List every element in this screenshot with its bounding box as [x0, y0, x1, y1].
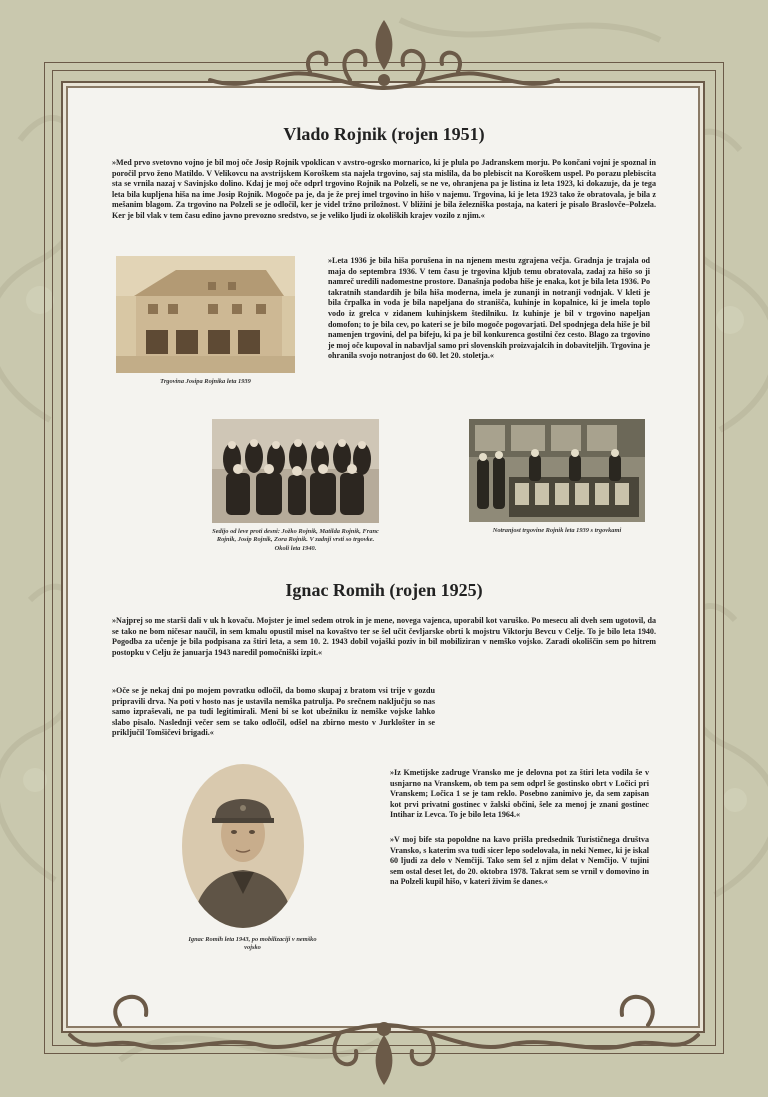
section-title-romih: Ignac Romih (rojen 1925) [285, 580, 483, 600]
family-photo-caption: Sedijo od leve proti desni: Jožko Rojnik, Matilda Rojnik, Franc Rojnik, Josip Rojnik, Zora Rojnik. V zadnji vrsti so trgovke. Okoli leta 1940. [212, 528, 379, 552]
family-photo [212, 419, 379, 523]
bottom-ornament [60, 985, 708, 1097]
top-ornament [200, 10, 568, 100]
intro-text-romih: »Najprej so me starši dali v uk h kovaču. Mojster je imel sedem otrok in je mene, novega vajenca, uporabil kot varuško. Po mesecu ali dveh sem ugotovil, da se tako ne bom ničesar naučil, in sem kmalu opustil misel na kovaštvo ter se šel učit čevljarske obrti k mojstru Viktorju Bevcu v Celje. To je bilo leta 1940. Pogodba za učenje je bila podpisana za štiri leta, a sem 10. 2. 1943 dobil vojaški poziv in bil mobiliziran v nemško vojsko. Zaradi okoliščin sem po hitrem postopku v Celju že januarja 1943 naredil pomočniški izpit.« [112, 616, 656, 657]
coop-text-romih: »Iz Kmetijske zadruge Vransko me je delovna pot za štiri leta vodila še v usnjarno na Vranskem, ob tem pa sem odprl še gostinsko obrt v Ločici pri Vranskem; Ločica 1 se je tam reklo. Posebno zanimivo je, da sem zapisan kot prvi privatni gostinec v žalski občini, šele za menoj je znani gostinec Intihar iz Levca. To je bilo leta 1964.« [390, 768, 649, 820]
interior-photo-caption: Notranjost trgovine Rojnik leta 1939 s trgovkami [492, 527, 622, 534]
army-text-romih: »Oče se je nekaj dni po mojem povratku odločil, da bomo skupaj z bratom vsi trije v gozdu pripravili drva. Na poti v hosto nas je ustavila nemška patrulja. Po srečnem naključju so nas samo izpraševali, ne pa tudi legitimirali. Meni bi se kot ubežniku iz nemške vojske lahko slabo pisalo. Naslednji večer sem se tako odločil, odšel na zbirno mesto v Jurklošter in se priključil Tomšičevi brigadi.« [112, 686, 435, 738]
intro-text-rojnik: »Med prvo svetovno vojno je bil moj oče Josip Rojnik vpoklican v avstro-ogrsko mornarico, ki je plula po Jadranskem morju. Po končani vojni je spoznal in poročil prvo ženo Matildo. V Velikovcu na avstrijskem Koroškem sta najela trgovino, saj sta mislila, da bo plebiscit na Koroškem uspel. Po porazu plebiscita sta se vrnila nazaj v Savinjsko dolino. Kdaj je moj oče odprl trgovino Rojnik na Polzeli, se ne ve, ohranjena pa je listina iz leta 1923, ki dokazuje, da je tega leta bila kupljena hiša na ime Josip Rojnik. Mogoče pa je, da je že prej imel trgovino in hišo v najemu. Trgovina, ki je leta 1923 tako že obratovala, je bila z mešanim blagom. Za trgovino na Polzeli se je odločil, ker je videl tržno priložnost. V bližini je bila železniška postaja, na kateri je pisalo Braslovče–Polzela. Ker je bil vlak v tem času edino javno prevozno sredstvo, se je veliko ljudi iz okoliških krajev vozilo z njim.« [112, 158, 656, 220]
portrait-photo-caption: Ignac Romih leta 1943, po mobilizaciji v nemško vojsko [188, 936, 317, 952]
interior-photo [469, 419, 645, 522]
store-photo [116, 256, 295, 373]
portrait-photo [182, 764, 304, 928]
section-title-rojnik: Vlado Rojnik (rojen 1951) [283, 124, 485, 144]
bar-text-romih: »V moj bife sta popoldne na kavo prišla predsednik Turističnega društva Vransko, s katerim sva tudi sicer lepo sodelovala, in neki Nemec, ki je iskal 60 ljudi za delo v Nemčiji. Tako sem šel z njim delat v Nemčijo. V tujini sem ostal deset let, do 20. oktobra 1978. Takrat sem se vrnil v domovino in na Polzeli kupil hišo, v kateri živim še danes.« [390, 835, 649, 887]
store-photo-caption: Trgovina Josipa Rojnika leta 1939 [160, 378, 251, 385]
house-text-rojnik: »Leta 1936 je bila hiša porušena in na njenem mestu zgrajena večja. Gradnja je trajala od maja do septembra 1936. V tem času je trgovina kljub temu obratovala, zadaj za hišo so ji namreč uredili nadomestne prostore. Današnja podoba hiše je enaka, kot je bila leta 1936. Po takratnih standardih je bila hiša moderna, imela je zunanji in notranji vodnjak. V kleti je bila črpalka in voda je bila napeljana do stranišča, kuhinje in kopalnice, ki je imela toplo vodo iz grelca v zidanem kuhinjskem štedilniku. Iz kuhinje je bil v trgovino napeljan domofon; to je bila cev, po kateri se je bilo mogoče pogovarjati. Del spodnjega dela hiše je bil namenjen trgovini, del pa bifeju, ki pa je bil konkurenca gostilni čez cesto. Blago za trgovino je moj oče kupoval in nabavljal samo pri slovenskih proizvajalcih in dobaviteljih. Trgovina je ohranila svojo notranjost do 60. let 20. stoletja.« [328, 256, 650, 361]
